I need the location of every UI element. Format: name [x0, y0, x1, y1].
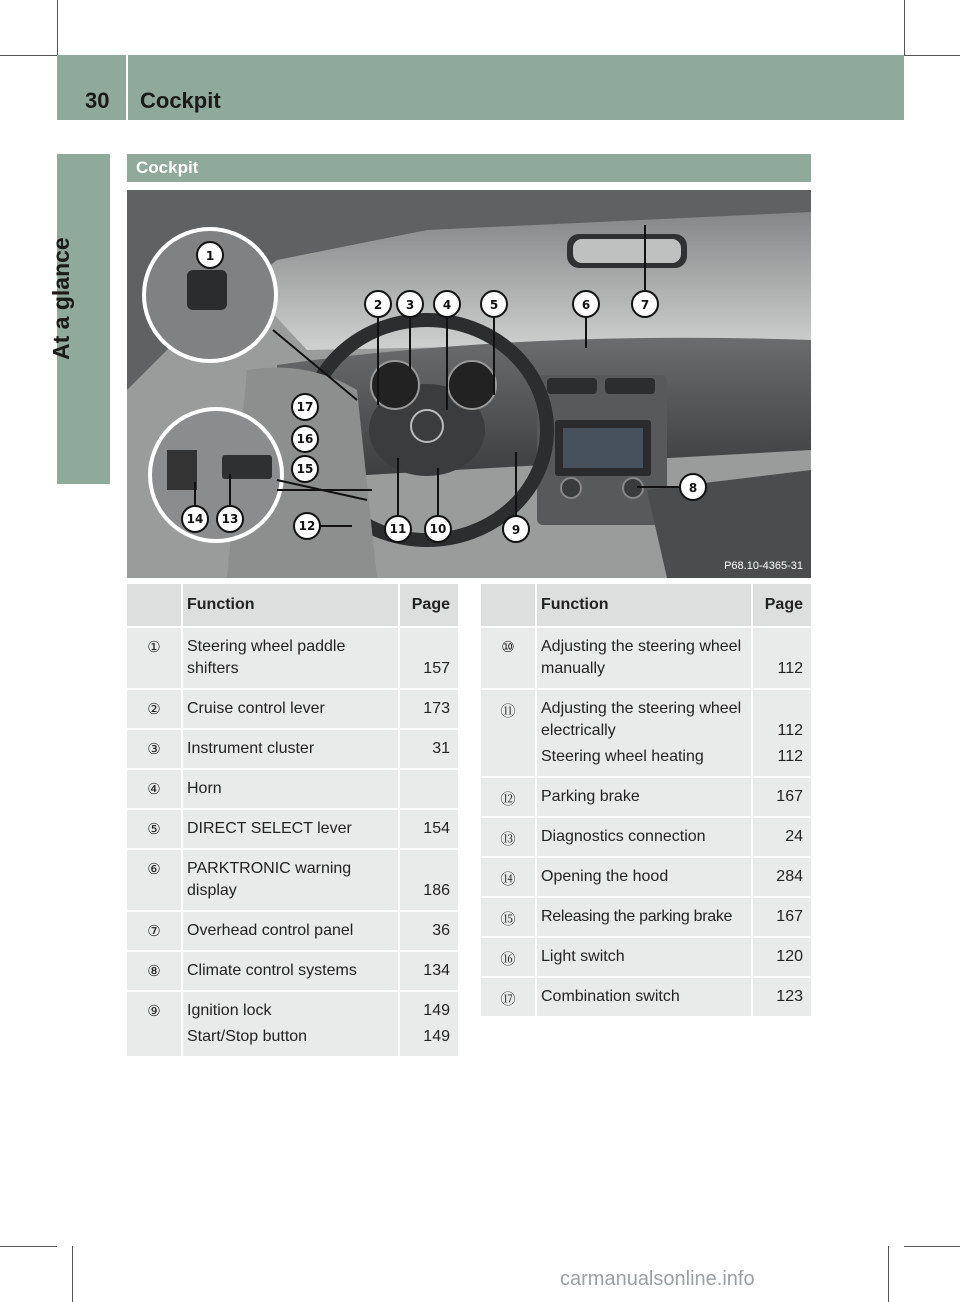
- crop-mark: [904, 0, 905, 55]
- callout-11: [385, 516, 411, 542]
- callout-2: [365, 291, 391, 317]
- svg-text:10: 10: [429, 522, 447, 536]
- header-symbol-cell: [481, 584, 536, 627]
- row-symbol: ⑨: [127, 991, 182, 1056]
- row-page-extra: 112: [777, 748, 803, 765]
- row-page: 154: [399, 809, 458, 849]
- row-symbol: ⑦: [127, 911, 182, 951]
- row-function: Releasing the parking brake: [536, 897, 752, 937]
- svg-text:1: 1: [205, 249, 215, 263]
- callout-7: [632, 291, 658, 317]
- row-function: DIRECT SELECT lever: [182, 809, 399, 849]
- table-row: [481, 857, 811, 897]
- table-row: [127, 689, 458, 729]
- header-page: Page: [399, 584, 458, 627]
- svg-text:6: 6: [581, 298, 591, 312]
- row-function: Climate control systems: [182, 951, 399, 991]
- table-row: [127, 769, 458, 809]
- callout-17: [292, 394, 318, 420]
- table-header-row: [481, 584, 811, 627]
- row-page: 186: [399, 849, 458, 911]
- row-page: 24: [752, 817, 811, 857]
- header-page: Page: [752, 584, 811, 627]
- row-symbol: ④: [127, 769, 182, 809]
- row-page-extra: 149: [423, 1028, 450, 1045]
- callout-8: [680, 474, 706, 500]
- row-function: Instrument cluster: [182, 729, 399, 769]
- row-page-cell: [399, 991, 458, 1056]
- table-row: [481, 937, 811, 977]
- header-divider: [126, 55, 128, 120]
- callout-5: [481, 291, 507, 317]
- row-page: 157: [399, 627, 458, 689]
- row-symbol: ①: [127, 627, 182, 689]
- row-symbol: ⑥: [127, 849, 182, 911]
- row-symbol: ⑫: [481, 777, 536, 817]
- row-page: 31: [399, 729, 458, 769]
- row-symbol: ②: [127, 689, 182, 729]
- table-row: [127, 911, 458, 951]
- table-row: [127, 849, 458, 911]
- callout-16: [292, 426, 318, 452]
- svg-text:13: 13: [221, 512, 239, 526]
- callout-13: [217, 506, 243, 532]
- table-row: [481, 689, 811, 777]
- crop-mark: [904, 1246, 960, 1247]
- row-page: 134: [399, 951, 458, 991]
- table-row: [127, 809, 458, 849]
- row-function: Diagnostics connection: [536, 817, 752, 857]
- row-symbol: ③: [127, 729, 182, 769]
- table-row: [127, 729, 458, 769]
- row-function-extra: Steering wheel heating: [541, 748, 704, 765]
- row-function-cell: [182, 991, 399, 1056]
- table-row: [481, 897, 811, 937]
- row-function: Opening the hood: [536, 857, 752, 897]
- cockpit-figure: [127, 190, 811, 578]
- table-row: [481, 817, 811, 857]
- header-function: Function: [536, 584, 752, 627]
- table-row: [481, 977, 811, 1016]
- svg-text:11: 11: [389, 522, 407, 536]
- table-header-row: [127, 584, 458, 627]
- svg-text:15: 15: [296, 462, 314, 476]
- row-function: Adjusting the steering wheel manually: [536, 627, 752, 689]
- svg-text:3: 3: [405, 298, 415, 312]
- callout-10: [425, 516, 451, 542]
- callout-6: [573, 291, 599, 317]
- crop-mark: [888, 1246, 889, 1302]
- crop-mark: [0, 1246, 57, 1247]
- side-tab-label: At a glance: [48, 237, 74, 360]
- row-page: 149: [423, 1002, 450, 1019]
- callout-12: [294, 513, 320, 539]
- table-row: [481, 627, 811, 689]
- row-symbol: ⑰: [481, 977, 536, 1016]
- row-page: 167: [752, 897, 811, 937]
- callout-4: [434, 291, 460, 317]
- table-row: [127, 951, 458, 991]
- row-function: Combination switch: [536, 977, 752, 1016]
- row-function: Ignition lock: [187, 1002, 272, 1019]
- row-symbol: ⑩: [481, 627, 536, 689]
- row-page-cell: [752, 689, 811, 777]
- callout-15: [292, 456, 318, 482]
- crop-mark: [904, 55, 960, 56]
- row-symbol: ⑮: [481, 897, 536, 937]
- row-symbol: ⑤: [127, 809, 182, 849]
- row-function: Steering wheel paddle shifters: [182, 627, 399, 689]
- row-function: PARKTRONIC warning display: [182, 849, 399, 911]
- row-function: Light switch: [536, 937, 752, 977]
- table-row: [127, 991, 458, 1056]
- header-symbol-cell: [127, 584, 182, 627]
- callout-9: [503, 516, 529, 542]
- row-function-extra: Start/Stop button: [187, 1028, 308, 1045]
- row-symbol: ⑭: [481, 857, 536, 897]
- callout-14: [182, 506, 208, 532]
- function-table-right: [481, 584, 811, 1016]
- row-symbol: ⑧: [127, 951, 182, 991]
- watermark: carmanualsonline.info: [560, 1268, 755, 1290]
- row-function: Cruise control lever: [182, 689, 399, 729]
- svg-text:16: 16: [296, 432, 314, 446]
- svg-text:4: 4: [442, 298, 452, 312]
- svg-text:8: 8: [688, 481, 698, 495]
- row-symbol: ⑯: [481, 937, 536, 977]
- row-page: 36: [399, 911, 458, 951]
- row-page: 120: [752, 937, 811, 977]
- header-function: Function: [182, 584, 399, 627]
- row-symbol: ⑬: [481, 817, 536, 857]
- crop-mark: [0, 55, 57, 56]
- svg-text:2: 2: [373, 298, 383, 312]
- crop-mark: [72, 1246, 73, 1302]
- svg-text:17: 17: [296, 400, 314, 414]
- figure-code: P68.10-4365-31: [724, 560, 803, 572]
- row-page: 173: [399, 689, 458, 729]
- svg-text:5: 5: [489, 298, 499, 312]
- svg-text:12: 12: [298, 519, 316, 533]
- crop-mark: [57, 0, 58, 55]
- row-function: Adjusting the steering wheel electrically: [541, 700, 742, 739]
- row-symbol: ⑪: [481, 689, 536, 777]
- page-number: 30: [85, 88, 110, 113]
- section-bar: [127, 154, 811, 182]
- row-function: Parking brake: [536, 777, 752, 817]
- section-title: Cockpit: [136, 158, 199, 177]
- table-row: [127, 627, 458, 689]
- row-page: 284: [752, 857, 811, 897]
- svg-text:9: 9: [511, 523, 521, 537]
- svg-text:7: 7: [640, 298, 650, 312]
- callout-1: [197, 242, 223, 268]
- header-title: Cockpit: [140, 88, 221, 113]
- table-row: [481, 777, 811, 817]
- callout-3: [397, 291, 423, 317]
- cockpit-illustration: [127, 190, 811, 578]
- row-page: [399, 769, 458, 809]
- row-page: 112: [777, 722, 803, 739]
- row-page: 123: [752, 977, 811, 1016]
- row-function: Horn: [182, 769, 399, 809]
- row-function-cell: [536, 689, 752, 777]
- row-function: Overhead control panel: [182, 911, 399, 951]
- svg-text:14: 14: [186, 512, 204, 526]
- function-table-left: [127, 584, 458, 1056]
- row-page: 167: [752, 777, 811, 817]
- row-page: 112: [752, 627, 811, 689]
